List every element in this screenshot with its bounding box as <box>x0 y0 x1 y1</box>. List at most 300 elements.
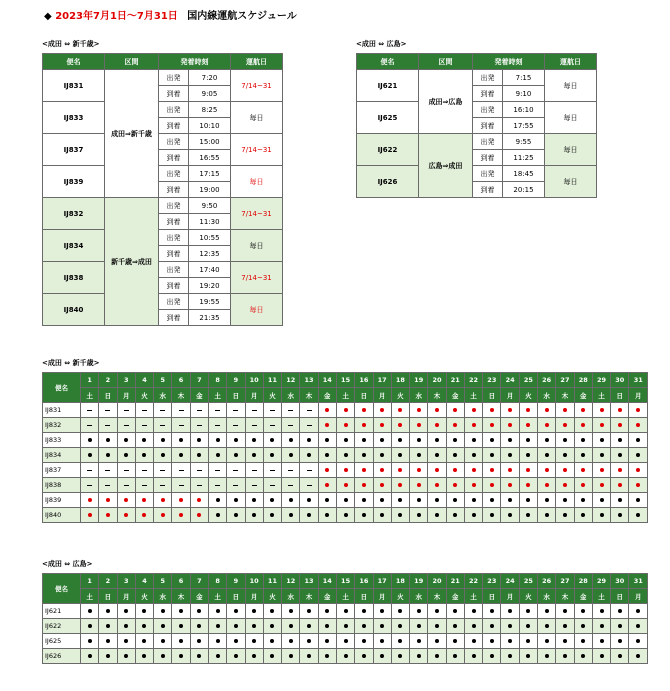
operating-mark <box>106 453 110 457</box>
calendar-cell <box>391 433 409 448</box>
arrival-time: 19:20 <box>189 278 231 294</box>
departure-label: 出発 <box>159 70 189 86</box>
operating-mark <box>234 624 238 628</box>
operating-mark-red <box>581 483 585 487</box>
calendar-flight-name: IJ833 <box>43 433 81 448</box>
departure-label: 出発 <box>159 230 189 246</box>
operating-mark <box>362 654 366 658</box>
header-flight: 便名 <box>357 54 419 70</box>
calendar-cell <box>263 619 281 634</box>
calendar-weekday: 火 <box>263 589 281 604</box>
calendar-cell <box>464 493 482 508</box>
operating-mark <box>307 624 311 628</box>
calendar-cell <box>190 604 208 619</box>
calendar-cell <box>99 649 117 664</box>
calendar-cell <box>355 448 373 463</box>
operating-mark <box>636 654 640 658</box>
calendar-day: 17 <box>373 574 391 589</box>
operating-mark <box>325 639 329 643</box>
operating-mark <box>453 513 457 517</box>
calendar-day: 11 <box>263 373 281 388</box>
calendar-cell <box>410 619 428 634</box>
calendar-cell <box>154 433 172 448</box>
operating-mark <box>508 654 512 658</box>
calendar-cell <box>336 448 354 463</box>
operating-mark-red <box>325 408 329 412</box>
calendar-cell <box>300 604 318 619</box>
operating-mark <box>234 639 238 643</box>
calendar-weekday: 金 <box>190 589 208 604</box>
calendar-cell <box>81 418 99 433</box>
operating-days: 毎日 <box>545 102 597 134</box>
calendar-flight-name: IJ839 <box>43 493 81 508</box>
calendar-cell <box>318 649 336 664</box>
calendar-cell <box>117 433 135 448</box>
operating-mark <box>636 513 640 517</box>
calendar-day: 20 <box>428 373 446 388</box>
operating-mark <box>289 498 293 502</box>
not-operating-mark <box>215 470 220 471</box>
operating-mark <box>362 624 366 628</box>
calendar-cell <box>117 604 135 619</box>
calendar-cell <box>391 493 409 508</box>
calendar-cell <box>282 403 300 418</box>
calendar-cell <box>464 433 482 448</box>
operating-mark <box>380 513 384 517</box>
title-period: 2023年7月1日～7月31日 <box>55 11 178 22</box>
calendar-cell <box>117 478 135 493</box>
calendar-cell <box>282 649 300 664</box>
calendar-weekday: 月 <box>245 388 263 403</box>
calendar-day: 26 <box>538 373 556 388</box>
operating-mark <box>270 498 274 502</box>
operating-mark-red <box>472 423 476 427</box>
departure-label: 出発 <box>159 262 189 278</box>
operating-mark <box>88 609 92 613</box>
operating-mark <box>344 639 348 643</box>
not-operating-mark <box>197 470 202 471</box>
calendar-cell <box>428 463 446 478</box>
operating-mark <box>435 453 439 457</box>
flight-row-dep <box>357 102 597 118</box>
operating-mark-red <box>508 483 512 487</box>
calendar-cell <box>245 433 263 448</box>
operating-mark <box>636 609 640 613</box>
calendar-cell <box>263 634 281 649</box>
not-operating-mark <box>215 425 220 426</box>
calendar-cell <box>154 463 172 478</box>
departure-time: 9:55 <box>503 134 545 150</box>
operating-mark-red <box>435 468 439 472</box>
calendar-weekday: 金 <box>446 589 464 604</box>
departure-label: 出発 <box>159 198 189 214</box>
operating-mark <box>142 609 146 613</box>
not-operating-mark <box>252 470 257 471</box>
operating-days: 毎日 <box>231 230 283 262</box>
calendar-weekday: 金 <box>318 589 336 604</box>
operating-mark-red <box>636 468 640 472</box>
operating-mark <box>545 624 549 628</box>
operating-mark <box>526 624 530 628</box>
calendar-row <box>43 403 648 418</box>
not-operating-mark <box>252 485 257 486</box>
calendar-cell <box>629 634 648 649</box>
operating-mark-red <box>636 483 640 487</box>
calendar-weekday: 日 <box>227 589 245 604</box>
calendar-cell <box>245 649 263 664</box>
arrival-time: 20:15 <box>503 182 545 198</box>
operating-mark <box>325 609 329 613</box>
calendar-cell <box>99 418 117 433</box>
calendar-weekday: 木 <box>556 388 574 403</box>
calendar-weekday: 土 <box>592 589 610 604</box>
operating-mark-red <box>417 483 421 487</box>
calendar-cell <box>611 403 629 418</box>
flight-number: IJ838 <box>43 262 105 294</box>
operating-mark-red <box>563 408 567 412</box>
calendar-cell <box>501 634 519 649</box>
flight-row-dep <box>43 166 283 182</box>
calendar-cell <box>519 433 537 448</box>
calendar-weekday: 水 <box>282 589 300 604</box>
arrival-label: 到着 <box>159 214 189 230</box>
calendar-cell <box>300 493 318 508</box>
calendar-cell <box>538 634 556 649</box>
calendar-weekday: 火 <box>519 388 537 403</box>
operating-mark-red <box>526 483 530 487</box>
operating-mark-red <box>325 423 329 427</box>
operating-mark-red <box>490 423 494 427</box>
calendar-day: 12 <box>282 574 300 589</box>
operating-mark <box>545 609 549 613</box>
calendar-row <box>43 508 648 523</box>
calendar-cell <box>574 418 592 433</box>
calendar-cell <box>117 418 135 433</box>
calendar-cell <box>483 619 501 634</box>
calendar-day: 27 <box>556 373 574 388</box>
calendar-cell <box>446 463 464 478</box>
calendar-day: 2 <box>99 574 117 589</box>
calendar-weekday: 水 <box>154 589 172 604</box>
calendar-cell <box>629 463 648 478</box>
calendar-cell <box>410 478 428 493</box>
operating-mark <box>234 498 238 502</box>
calendar-cell <box>428 508 446 523</box>
calendar-cell <box>227 634 245 649</box>
operating-mark <box>270 609 274 613</box>
calendar-cell <box>172 604 190 619</box>
operating-mark <box>435 609 439 613</box>
calendar-cell <box>446 433 464 448</box>
operating-mark-red <box>453 423 457 427</box>
operating-mark <box>508 639 512 643</box>
operating-mark-red <box>600 423 604 427</box>
calendar-cell <box>99 433 117 448</box>
calendar-day: 25 <box>519 373 537 388</box>
calendar-cell <box>245 604 263 619</box>
calendar-day: 5 <box>154 574 172 589</box>
calendar-cell <box>245 634 263 649</box>
calendar-weekday: 土 <box>81 589 99 604</box>
operating-mark <box>216 513 220 517</box>
calendar-cell <box>190 619 208 634</box>
calendar-cell <box>592 463 610 478</box>
calendar-weekday: 日 <box>99 388 117 403</box>
segment-label: 広島⇒成田 <box>419 134 473 198</box>
not-operating-mark <box>105 470 110 471</box>
calendar-cell <box>574 634 592 649</box>
calendar-cell <box>336 508 354 523</box>
calendar-weekday-row <box>43 589 648 604</box>
calendar-cell <box>81 604 99 619</box>
calendar-flight-name: IJ832 <box>43 418 81 433</box>
operating-mark-red <box>142 498 146 502</box>
title-label: 国内線運航スケジュール <box>187 11 297 22</box>
calendar-row <box>43 478 648 493</box>
operating-mark <box>325 654 329 658</box>
calendar-weekday: 火 <box>391 589 409 604</box>
operating-mark-red <box>526 423 530 427</box>
calendar-cell <box>190 448 208 463</box>
calendar-weekday: 金 <box>574 589 592 604</box>
operating-mark-red <box>344 423 348 427</box>
calendar-cell <box>464 478 482 493</box>
calendar-cell <box>574 619 592 634</box>
operating-mark <box>325 498 329 502</box>
calendar-weekday: 日 <box>355 388 373 403</box>
calendar-cell <box>410 448 428 463</box>
operating-mark <box>344 438 348 442</box>
calendar-cell <box>117 619 135 634</box>
calendar-cell <box>208 619 226 634</box>
operating-mark <box>581 513 585 517</box>
flight-number: IJ621 <box>357 70 419 102</box>
operating-mark <box>124 609 128 613</box>
calendar-weekday: 土 <box>592 388 610 403</box>
calendar-cell <box>446 604 464 619</box>
operating-mark <box>88 639 92 643</box>
calendar-day: 13 <box>300 574 318 589</box>
operating-mark <box>179 453 183 457</box>
calendar-cell <box>501 508 519 523</box>
operating-mark <box>124 453 128 457</box>
operating-mark-red <box>380 468 384 472</box>
calendar-cell <box>135 619 153 634</box>
not-operating-mark <box>87 410 92 411</box>
calendar-cell <box>519 604 537 619</box>
operating-mark <box>270 624 274 628</box>
calendar-cell <box>519 463 537 478</box>
calendar-cell <box>446 403 464 418</box>
operating-mark-red <box>197 498 201 502</box>
calendar-weekday: 日 <box>99 589 117 604</box>
calendar-day: 10 <box>245 373 263 388</box>
not-operating-mark <box>270 410 275 411</box>
calendar-cell <box>355 649 373 664</box>
operating-mark <box>545 639 549 643</box>
calendar-weekday: 日 <box>227 388 245 403</box>
calendar-weekday: 土 <box>208 388 226 403</box>
departure-time: 8:25 <box>189 102 231 118</box>
calendar-cell <box>501 418 519 433</box>
operating-mark <box>490 609 494 613</box>
calendar-cell <box>227 403 245 418</box>
calendar-flight-name: IJ625 <box>43 634 81 649</box>
calendar-cell <box>556 604 574 619</box>
calendar-weekday: 日 <box>611 589 629 604</box>
calendar-cell <box>154 619 172 634</box>
calendar-cell <box>227 448 245 463</box>
operating-mark <box>270 513 274 517</box>
operating-mark <box>142 654 146 658</box>
operating-mark <box>490 438 494 442</box>
not-operating-mark <box>160 410 165 411</box>
operating-mark-red <box>453 408 457 412</box>
calendar-cell <box>611 493 629 508</box>
operating-mark-red <box>453 468 457 472</box>
calendar-day: 21 <box>446 373 464 388</box>
operating-mark <box>417 624 421 628</box>
calendar-cell <box>81 508 99 523</box>
calendar-cell <box>172 463 190 478</box>
calendar-weekday: 火 <box>135 589 153 604</box>
calendar-weekday: 水 <box>154 388 172 403</box>
calendar-cell <box>483 649 501 664</box>
calendar-day: 3 <box>117 574 135 589</box>
calendar-cell <box>592 634 610 649</box>
operating-days: 7/14~31 <box>231 198 283 230</box>
operating-mark-red <box>526 408 530 412</box>
calendar-day: 4 <box>135 373 153 388</box>
calendar-cell <box>245 619 263 634</box>
calendar-cell <box>464 463 482 478</box>
calendar-cell <box>428 478 446 493</box>
calendar-cell <box>300 619 318 634</box>
calendar-cell <box>282 493 300 508</box>
operating-mark <box>581 438 585 442</box>
not-operating-mark <box>124 470 129 471</box>
calendar-day: 15 <box>336 574 354 589</box>
operating-mark-red <box>618 483 622 487</box>
flight-row-dep <box>43 262 283 278</box>
operating-mark <box>526 438 530 442</box>
calendar-cell <box>501 433 519 448</box>
calendar-cell <box>519 448 537 463</box>
calendar-cell <box>282 634 300 649</box>
calendar-day: 8 <box>208 373 226 388</box>
calendar-cell <box>538 493 556 508</box>
calendar-cell <box>556 493 574 508</box>
calendar-cell <box>501 604 519 619</box>
calendar-cell <box>336 433 354 448</box>
calendar-cell <box>611 478 629 493</box>
not-operating-mark <box>307 485 312 486</box>
not-operating-mark <box>142 470 147 471</box>
operating-mark <box>563 624 567 628</box>
operating-mark <box>252 513 256 517</box>
calendar-cell <box>208 418 226 433</box>
calendar-cell <box>373 418 391 433</box>
calendar-cell <box>300 508 318 523</box>
not-operating-mark <box>252 425 257 426</box>
calendar-day: 31 <box>629 574 648 589</box>
calendar-cell <box>154 448 172 463</box>
calendar-cell <box>592 508 610 523</box>
operating-mark <box>344 513 348 517</box>
operating-mark <box>563 453 567 457</box>
calendar-cell <box>208 634 226 649</box>
calendar-day: 11 <box>263 574 281 589</box>
calendar-cell <box>336 418 354 433</box>
calendar-day: 13 <box>300 373 318 388</box>
calendar-row <box>43 433 648 448</box>
calendar-cell <box>556 478 574 493</box>
header-flight: 便名 <box>43 54 105 70</box>
calendar-cell <box>629 604 648 619</box>
calendar-day: 24 <box>501 373 519 388</box>
operating-days: 毎日 <box>545 134 597 166</box>
calendar-cell <box>629 493 648 508</box>
calendar-flight-name: IJ840 <box>43 508 81 523</box>
not-operating-mark <box>288 410 293 411</box>
calendar-cell <box>135 433 153 448</box>
departure-time: 9:50 <box>189 198 231 214</box>
calendar-cell <box>172 619 190 634</box>
calendar-day: 21 <box>446 574 464 589</box>
calendar-weekday: 火 <box>135 388 153 403</box>
calendar-cell <box>483 463 501 478</box>
operating-mark <box>179 654 183 658</box>
operating-mark <box>581 609 585 613</box>
operating-mark <box>124 654 128 658</box>
not-operating-mark <box>233 410 238 411</box>
calendar-cell <box>208 508 226 523</box>
operating-mark-red <box>398 408 402 412</box>
departure-label: 出発 <box>159 102 189 118</box>
calendar-cell <box>519 493 537 508</box>
operating-mark-red <box>490 483 494 487</box>
calendar-cell <box>154 508 172 523</box>
calendar-cell <box>135 493 153 508</box>
calendar-day: 5 <box>154 373 172 388</box>
flight-number: IJ831 <box>43 70 105 102</box>
calendar-cell <box>538 418 556 433</box>
calendar-cell <box>154 493 172 508</box>
calendar-row <box>43 619 648 634</box>
calendar-cell <box>336 649 354 664</box>
departure-time: 17:15 <box>189 166 231 182</box>
calendar-cell <box>428 604 446 619</box>
operating-mark <box>618 609 622 613</box>
operating-mark <box>398 639 402 643</box>
operating-mark <box>636 639 640 643</box>
operating-mark-red <box>124 498 128 502</box>
operating-mark <box>526 513 530 517</box>
operating-mark <box>106 639 110 643</box>
operating-mark-red <box>490 468 494 472</box>
operating-mark <box>289 609 293 613</box>
arrival-time: 12:35 <box>189 246 231 262</box>
calendar-cell <box>282 478 300 493</box>
operating-days: 毎日 <box>545 166 597 198</box>
hiroshima-calendar-title: <成田 ⇔ 広島> <box>42 560 93 568</box>
calendar-cell <box>464 604 482 619</box>
chitose-calendar-table <box>42 372 648 523</box>
flight-number: IJ833 <box>43 102 105 134</box>
header-days: 運航日 <box>545 54 597 70</box>
calendar-cell <box>208 604 226 619</box>
not-operating-mark <box>87 425 92 426</box>
